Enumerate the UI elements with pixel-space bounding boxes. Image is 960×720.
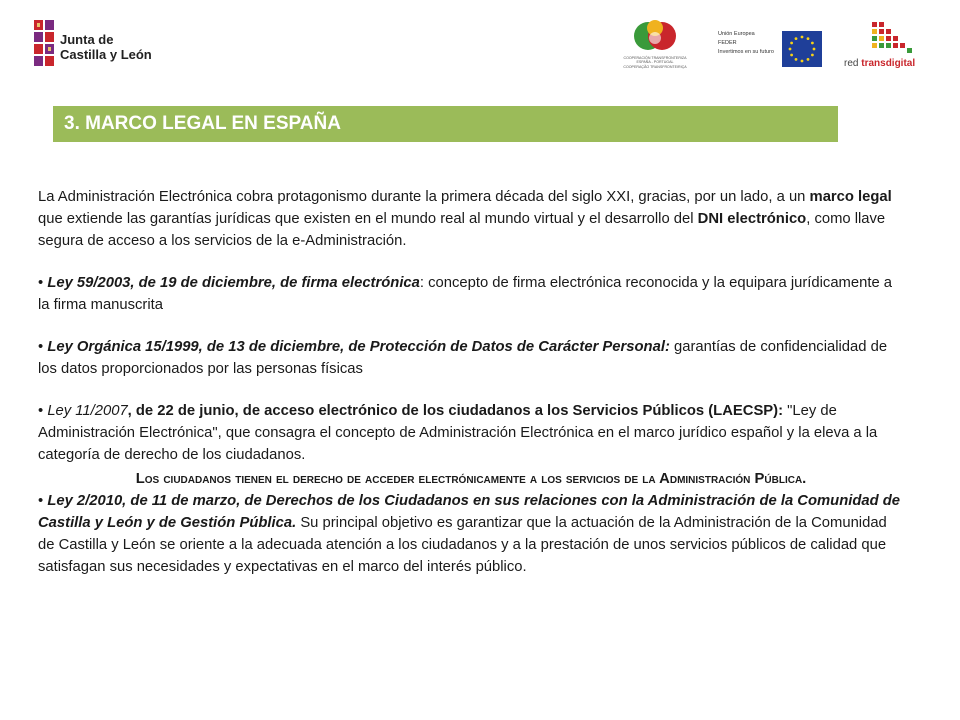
eu-logo-text: Unión Europea FEDER Invertimos en su futuro [718, 31, 774, 55]
bullet-text: garantías de confidencialidad de los datos proporcionados por las personas físicas [38, 339, 888, 377]
intro-text-2: que extiende las garantías jurídicas que existen en el mundo real al mundo virtual y el desarrollo del [38, 211, 698, 227]
poctep-emblem-icon [618, 16, 692, 56]
poctep-logo-text: COOPERACIÓN TRANSFRONTERIZA ESPAÑA - PORTUGAL COOPERAÇÃO TRANSFRONTEIRIÇA [623, 56, 687, 69]
bullet-text: "Ley de Administración Electrónica", que consagra el concepto de Administración Electrónica en el marco jurídico español y la eleva a la categoría de derecho de los ciudadanos. [38, 403, 878, 463]
intro-text-1: La Administración Electrónica cobra protagonismo durante la primera década del siglo XXI, gracias, por un lado, a un [38, 189, 810, 205]
slide-content [38, 186, 904, 578]
eu-feder-logo [710, 30, 822, 70]
bullet-ley-2-2010 [38, 490, 904, 578]
intro-paragraph [38, 186, 904, 252]
bullet-text: : concepto de firma electrónica reconocida y la equipara jurídicamente a la firma manuscrita [38, 275, 893, 313]
bullet-lead: Ley 59/2003, de 19 de diciembre, de firma electrónica [47, 275, 420, 291]
bullet-dot: • [38, 275, 44, 291]
bullet-text: Su principal objetivo es garantizar que la actuación de la Administración de la Comunidad de Castilla y León se oriente a la adecuada atención a los ciudadanos y a la prestación de unos servicios públicos de calidad que satisfagan sus necesidades y expectativas en el marco del interés público. [38, 515, 887, 575]
intro-bold-1: marco legal [809, 189, 892, 205]
bullet-ley-11-2007 [38, 400, 904, 466]
jcyl-logo-text: Junta de Castilla y León [60, 32, 152, 62]
coat-of-arms-icon [34, 20, 54, 66]
section-title: 3. MARCO LEGAL EN ESPAÑA [64, 113, 341, 134]
section-header-bar [53, 106, 838, 142]
red-transdigital-text: red transdigital [844, 58, 916, 69]
bullet-lead: Ley Orgánica 15/1999, de 13 de diciembre, de Protección de Datos de Carácter Personal: [47, 339, 670, 355]
red-transdigital-logo [844, 18, 930, 72]
bullet-ley-59-2003 [38, 272, 904, 316]
intro-text-3: , como llave segura de acceso a los servicios de la e-Administración. [38, 211, 886, 249]
bullet-dot: • [38, 339, 44, 355]
bullet-bold: , de 22 de junio, de acceso electrónico de los ciudadanos a los Servicios Públicos (LAECSP): [127, 403, 784, 419]
red-transdigital-dots-icon [868, 18, 928, 58]
bullet-lead: Ley 2/2010, de 11 de marzo, de Derechos de los Ciudadanos en sus relaciones con la Administración de la Comunidad de Castilla y León y de Gestión Pública. [38, 493, 901, 531]
bullet-ley-15-1999 [38, 336, 904, 380]
bullet-lead: Ley 11/2007 [47, 403, 128, 419]
poctep-logo [618, 16, 692, 74]
bullet-dot: • [38, 403, 44, 419]
rights-banner: Los ciudadanos tienen el derecho de acceder electrónicamente a los servicios de la Administración Pública. [135, 471, 807, 487]
bullet-dot: • [38, 493, 44, 509]
eu-flag-icon [782, 31, 822, 67]
intro-bold-2: DNI electrónico [697, 211, 807, 227]
junta-castilla-leon-logo [34, 18, 152, 72]
